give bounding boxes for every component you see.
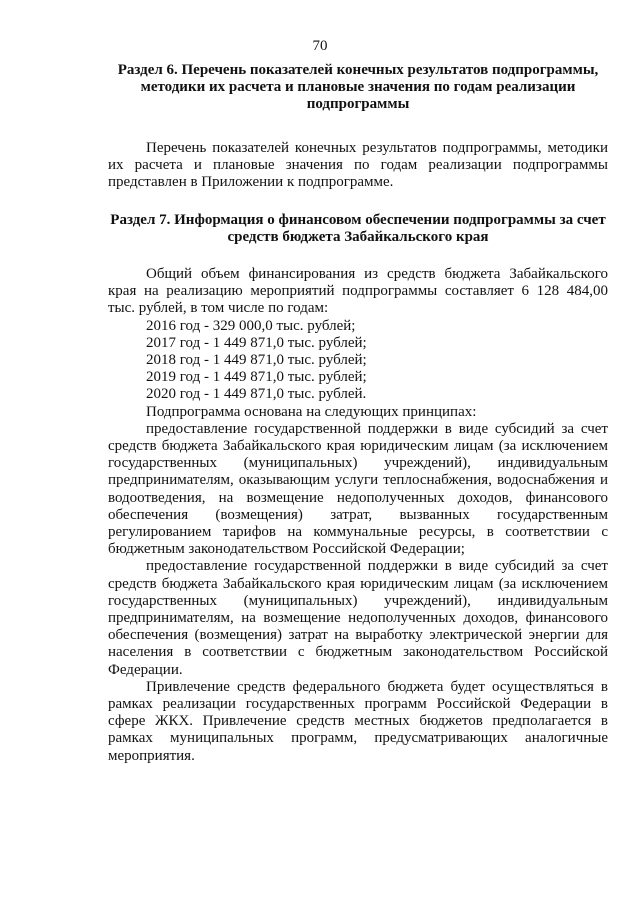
text-line: их расчета и плановые значения по годам реализации подпрограммы — [108, 157, 608, 174]
text-line: Федерации. — [108, 661, 183, 678]
principle-2-paragraph — [108, 558, 608, 678]
federal-budget-paragraph — [108, 679, 608, 765]
heading-line: Раздел 6. Перечень показателей конечных результатов подпрограммы, — [117, 62, 599, 78]
text-line: края на реализацию мероприятий подпрограммы составляет 6 128 484,00 — [108, 283, 608, 300]
text-line: обеспечения (возмещения) затрат, вызванных государственным — [108, 506, 608, 523]
text-line: Привлечение средств федерального бюджета будет осуществляться в — [146, 678, 608, 695]
list-item: 2017 год - 1 449 871,0 тыс. рублей; — [146, 334, 367, 351]
text-line: Общий объем финансирования из средств бюджета Забайкальского — [146, 266, 608, 282]
text-line: рамках реализации государственных программ Российской Федерации в — [108, 696, 608, 713]
text-line: средств бюджета Забайкальского края юридическим лицам (за исключением — [108, 438, 608, 455]
text-line: предпринимателям, на возмещение недополученных доходов, финансового — [108, 610, 608, 627]
page-number: 70 — [312, 38, 328, 54]
principles-intro: Подпрограмма основана на следующих принципах: — [146, 403, 477, 420]
text-line: мероприятия. — [108, 747, 195, 764]
text-line: тыс. рублей, в том числе по годам: — [108, 300, 329, 317]
list-item: 2019 год - 1 449 871,0 тыс. рублей; — [146, 369, 367, 386]
section-7-body — [108, 266, 608, 765]
list-item: 2018 год - 1 449 871,0 тыс. рублей; — [146, 352, 367, 369]
text-line: Перечень показателей конечных результатов подпрограммы, методики — [146, 140, 608, 156]
text-line: средств бюджета Забайкальского края юридическим лицам (за исключением — [108, 575, 608, 592]
text-line: представлен в Приложении к подпрограмме. — [108, 174, 394, 191]
principle-1-paragraph — [108, 421, 608, 559]
heading-line: Раздел 7. Информация о финансовом обеспечении подпрограммы за счет — [110, 212, 606, 228]
list-item: 2016 год - 329 000,0 тыс. рублей; — [146, 317, 356, 334]
text-line: предоставление государственной поддержки в виде субсидий за счет — [146, 558, 608, 575]
heading-line: методики их расчета и плановые значения по годам реализации — [140, 79, 576, 96]
heading-line: средств бюджета Забайкальского края — [227, 229, 489, 246]
text-line: бюджетным законодательством Российской Федерации; — [108, 541, 465, 558]
text-line: обеспечения (возмещения) затрат на выработку электрической энергии для — [108, 627, 608, 644]
text-line: государственных (муниципальных) учреждений), индивидуальным — [108, 592, 608, 609]
section-7-heading — [108, 212, 608, 246]
text-line: водоотведения, на возмещение недополученных доходов, финансового — [108, 489, 608, 506]
section-6-paragraph — [108, 140, 608, 192]
list-item: 2020 год - 1 449 871,0 тыс. рублей. — [146, 386, 367, 403]
text-line: предпринимателям, оказывающим услуги теплоснабжения, водоснабжения и — [108, 472, 608, 489]
years-list — [108, 318, 608, 404]
total-financing-paragraph — [108, 266, 608, 318]
text-line: населения в соответствии с бюджетным законодательством Российской — [108, 644, 608, 661]
section-6-heading — [108, 62, 608, 114]
text-line: рамках муниципальных программ, предусматривающих аналогичные — [108, 730, 608, 747]
heading-line: подпрограммы — [306, 96, 410, 113]
text-line: регулированием тарифов на коммунальные ресурсы, в соответствии с — [108, 524, 608, 541]
text-line: сфере ЖКХ. Привлечение средств местных бюджетов предполагается в — [108, 713, 608, 730]
text-line: государственных (муниципальных) учреждений), индивидуальным — [108, 455, 608, 472]
text-line: предоставление государственной поддержки в виде субсидий за счет — [146, 420, 608, 437]
